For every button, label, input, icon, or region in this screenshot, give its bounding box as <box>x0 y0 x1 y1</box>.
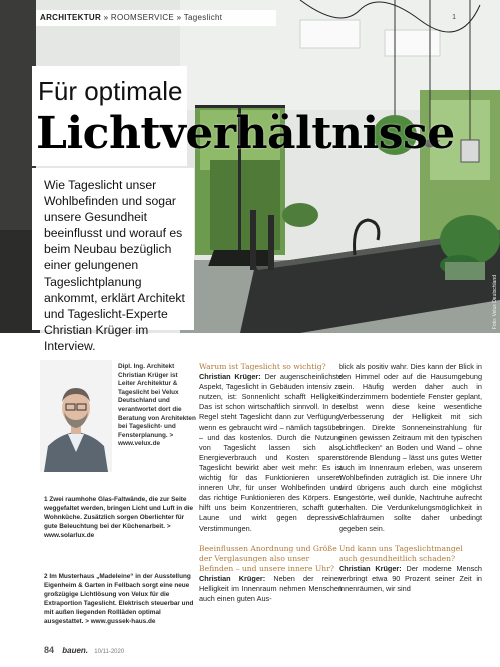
interview-question-3: Und kann uns Tageslichtmangel auch gesundheitlich schaden? <box>339 543 463 563</box>
interview-answer-2-start: Neben der reinen Helligkeit im Innenraum nehmen Menschen auch einen guten Aus- <box>199 573 342 604</box>
image-caption-2: 2 Im Musterhaus „Madeleine“ in der Ausstellung Eigenheim & Garten in Fellbach sorgt eine neue großzügige Lichtlösung von Velux für die Extraportion Tageslicht. Elektrisch steuerbar und mit außen liegenden Rollläden optimal ausgestattet. > www.gussek-haus.de <box>44 573 194 625</box>
interview-question-2: Beeinflussen Anordnung und Größe der Verglasungen also unser Befinden – und unsere innere Uhr? <box>199 543 337 573</box>
image-marker: 1 <box>452 14 456 21</box>
speaker-label: Christian Krüger: <box>199 573 266 583</box>
title-line-2: Lichtverhältnisse <box>36 108 455 159</box>
portrait-photo <box>40 360 112 472</box>
title-line-1: Für optimale <box>38 76 183 106</box>
header-separator: » <box>103 13 109 22</box>
interview-answer-2: blick als positiv wahr. Dies kann der Blick in den Himmel oder auf die Hausumgebung sein. Häufig werden daher auch in Kinderzimmern bodentiefe Fenster geplant, selbst wenn diese keine wesentliche Verbesserung der Helligkeit mit sich bringen. Direkte Sonneneinstrahlung für einen gewissen Zeitraum mit den typischen „Lichtflecken“ an Boden und Wand – ohne störende Blendung – lässt uns gutes Wetter auch im Innenraum erleben, was unserem Wohlbefinden zuträglich ist. Die innere Uhr wird übrigens auch durch eine möglichst ungestörte, weil dunkle, Nachtruhe aufrecht erhalten. Die Verdunkelungsmöglichkeit in Schlafräumen sollte daher unbedingt gegeben sein. <box>339 362 482 533</box>
header-separator: » <box>176 13 182 22</box>
interview-question-1: Warum ist Tageslicht so wichtig? <box>199 362 326 371</box>
section-label: ARCHITEKTUR <box>40 13 102 22</box>
speaker-label: Christian Krüger: <box>199 372 261 382</box>
page-footer <box>44 645 124 655</box>
subsection-label: ROOMSERVICE <box>110 13 175 22</box>
magazine-name: bauen. <box>62 646 89 655</box>
section-header <box>36 10 276 26</box>
interview-column-middle <box>199 362 342 604</box>
image-caption-1: 1 Zwei raumhohe Glas-Faltwände, die zur Seite weggefaltet werden, bringen Licht und Luft in die Wohnküche. Zusätzlich sorgen Oberlichter für gute Beleuchtung bei der Küchenarbeit. > www.solarlux.de <box>44 496 194 539</box>
page-number: 84 <box>44 645 55 655</box>
interview-answer-3: Der moderne Mensch verbringt etwa 90 Prozent seiner Zeit in Innenräumen, wir sind <box>339 563 482 593</box>
photo-credit: Foto: Velux Deutschland <box>492 275 498 330</box>
topic-label: Tageslicht <box>183 13 223 22</box>
interview-answer-1: Der augenscheinlichste Aspekt, Tageslicht in Gebäuden intensiv zu nutzen, ist: Sonnenlicht schafft Helligkeit. Das ist schon wirtschaftlich sinnvoll. In der Regel steht Tageslicht dann zur Verfügung, wenn es gebraucht wird – nämlich tagsüber – und das kostenlos. Durch die Nutzung von Tageslicht lassen sich also Energieverbrauch und Kosten sparen. Tageslicht bewirkt aber weit mehr: Es ist wichtig für das Funktionieren unserer inneren Uhr, für unser Wohlbefinden und das richtige Funktionieren des Körpers. Es hilft uns beim Konzentrieren, schafft gute Laune und wirkt gegen depressive Verstimmungen. <box>199 372 342 533</box>
portrait-caption: Dipl. Ing. Architekt Christian Krüger ist Leiter Architektur & Tageslicht bei Velux Deutschland und verantwortet dort die Beratung von Architekten bei Tageslicht- und Fensterplanung. > www.velux.de <box>118 363 196 448</box>
portrait-illustration <box>40 360 112 472</box>
speaker-label: Christian Krüger: <box>339 563 402 573</box>
lead-paragraph: Wie Tageslicht unser Wohlbefinden und sogar unsere Gesundheit beeinflusst und worauf es beim Neubau bezüglich einer gelungenen Tageslichtplanung ankommt, erklärt Architekt und Tageslicht-Experte Christian Krüger im Interview. <box>44 178 185 353</box>
issue-label: 10/11-2020 <box>94 649 125 655</box>
interview-column-right <box>339 362 482 594</box>
